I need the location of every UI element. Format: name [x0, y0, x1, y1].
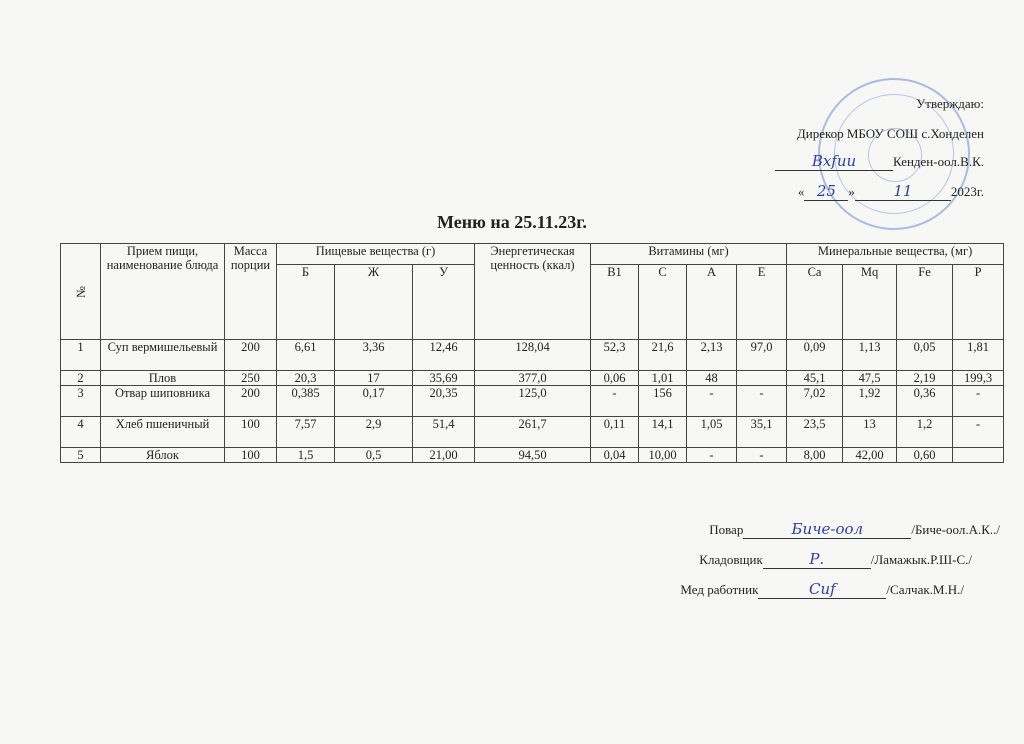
date-month-blank [855, 182, 951, 201]
header-b1: В1 [591, 265, 639, 340]
approval-block [684, 90, 984, 210]
cell-b: 20,3 [277, 371, 335, 386]
cell-num: 3 [61, 386, 101, 417]
approval-date [798, 182, 984, 201]
header-b: Б [277, 265, 335, 340]
cell-num: 1 [61, 340, 101, 371]
cell-ca: 7,02 [787, 386, 843, 417]
cell-b1: - [591, 386, 639, 417]
handwritten-signature: Р. [809, 550, 825, 568]
cell-u: 35,69 [413, 371, 475, 386]
cell-name: Яблок [101, 448, 225, 463]
cell-b: 6,61 [277, 340, 335, 371]
table-row [61, 448, 1004, 463]
cell-p: - [953, 417, 1004, 448]
cell-mq: 42,00 [843, 448, 897, 463]
cell-ca: 23,5 [787, 417, 843, 448]
cell-c: 14,1 [639, 417, 687, 448]
cell-num: 4 [61, 417, 101, 448]
table-row [61, 340, 1004, 371]
signature-blank [758, 580, 886, 599]
cell-mass: 250 [225, 371, 277, 386]
table-row [61, 417, 1004, 448]
cell-mass: 200 [225, 340, 277, 371]
header-u: У [413, 265, 475, 340]
cell-ca: 8,00 [787, 448, 843, 463]
signature-storekeeper [699, 550, 972, 569]
header-num: № [61, 244, 101, 340]
header-a: А [687, 265, 737, 340]
cell-zh: 2,9 [335, 417, 413, 448]
signature-name: /Ламажык.Р.Ш-С./ [870, 552, 972, 567]
header-c: С [639, 265, 687, 340]
cell-a: 1,05 [687, 417, 737, 448]
cell-u: 12,46 [413, 340, 475, 371]
cell-b1: 0,06 [591, 371, 639, 386]
director-signature-line [775, 152, 984, 171]
cell-fe: 1,2 [897, 417, 953, 448]
cell-c: 156 [639, 386, 687, 417]
cell-mass: 100 [225, 417, 277, 448]
cell-zh: 17 [335, 371, 413, 386]
cell-c: 10,00 [639, 448, 687, 463]
cell-zh: 3,36 [335, 340, 413, 371]
cell-fe: 0,36 [897, 386, 953, 417]
cell-p [953, 448, 1004, 463]
header-ca: Са [787, 265, 843, 340]
header-energy: Энергетическая ценность (ккал) [475, 244, 591, 340]
cell-name: Хлеб пшеничный [101, 417, 225, 448]
cell-a: - [687, 448, 737, 463]
page-title: Меню на 25.11.23г. [437, 212, 587, 232]
cell-mass: 200 [225, 386, 277, 417]
date-day-blank [804, 182, 848, 201]
cell-energy: 125,0 [475, 386, 591, 417]
handwritten-signature: Биче-оол [791, 520, 864, 538]
cell-num: 5 [61, 448, 101, 463]
header-minerals: Минеральные вещества, (мг) [787, 244, 1004, 265]
signature-role: Кладовщик [699, 552, 763, 567]
table-row [61, 386, 1004, 417]
cell-u: 51,4 [413, 417, 475, 448]
cell-mq: 13 [843, 417, 897, 448]
table-row [61, 371, 1004, 386]
header-vitamins: Витамины (мг) [591, 244, 787, 265]
cell-p: 199,3 [953, 371, 1004, 386]
cell-c: 1,01 [639, 371, 687, 386]
cell-p: - [953, 386, 1004, 417]
cell-a: 2,13 [687, 340, 737, 371]
cell-b1: 0,04 [591, 448, 639, 463]
header-e: Е [737, 265, 787, 340]
cell-ca: 45,1 [787, 371, 843, 386]
cell-ca: 0,09 [787, 340, 843, 371]
date-close-quote: » [848, 184, 855, 199]
header-meal: Прием пищи, наименование блюда [101, 244, 225, 340]
date-open-quote: « [797, 184, 805, 199]
menu-table [60, 243, 1004, 463]
cell-energy: 261,7 [475, 417, 591, 448]
signature-medic [680, 580, 964, 599]
cell-e: 35,1 [737, 417, 787, 448]
cell-e: - [737, 386, 787, 417]
cell-mq: 47,5 [843, 371, 897, 386]
cell-mass: 100 [225, 448, 277, 463]
header-fe: Fe [897, 265, 953, 340]
handwritten-signature: Сиf [809, 580, 836, 598]
cell-c: 21,6 [639, 340, 687, 371]
cell-mq: 1,13 [843, 340, 897, 371]
cell-b: 0,385 [277, 386, 335, 417]
date-day: 25 [816, 182, 836, 200]
director-name: Кенден-оол.В.К. [893, 154, 984, 169]
signature-cook [709, 520, 1000, 539]
cell-b1: 52,3 [591, 340, 639, 371]
signature-role: Повар [709, 522, 744, 537]
cell-p: 1,81 [953, 340, 1004, 371]
signature-name: /Биче-оол.А.К../ [911, 522, 1000, 537]
approve-label: Утверждаю: [916, 96, 984, 111]
cell-energy: 377,0 [475, 371, 591, 386]
cell-zh: 0,5 [335, 448, 413, 463]
cell-e [737, 371, 787, 386]
cell-a: - [687, 386, 737, 417]
header-mass: Масса порции [225, 244, 277, 340]
director-signature-blank [775, 152, 893, 171]
director-line: Дирекор МБОУ СОШ с.Хонделен [796, 126, 984, 141]
cell-fe: 2,19 [897, 371, 953, 386]
cell-e: 97,0 [737, 340, 787, 371]
signature-blank [743, 520, 911, 539]
cell-num: 2 [61, 371, 101, 386]
cell-energy: 128,04 [475, 340, 591, 371]
header-mq: Mq [843, 265, 897, 340]
cell-fe: 0,60 [897, 448, 953, 463]
signature-blank [763, 550, 871, 569]
header-nutrients: Пищевые вещества (г) [277, 244, 475, 265]
cell-e: - [737, 448, 787, 463]
cell-name: Отвар шиповника [101, 386, 225, 417]
header-row-1 [61, 244, 1004, 265]
cell-u: 20,35 [413, 386, 475, 417]
cell-a: 48 [687, 371, 737, 386]
cell-mq: 1,92 [843, 386, 897, 417]
director-signature: Вхfuu [811, 152, 857, 170]
cell-energy: 94,50 [475, 448, 591, 463]
cell-name: Плов [101, 371, 225, 386]
date-year: 2023г. [950, 184, 984, 199]
signature-role: Мед работник [680, 582, 759, 597]
signature-name: /Салчак.М.Н./ [886, 582, 964, 597]
cell-b: 1,5 [277, 448, 335, 463]
cell-zh: 0,17 [335, 386, 413, 417]
cell-b1: 0,11 [591, 417, 639, 448]
header-p: Р [953, 265, 1004, 340]
cell-name: Суп вермишельевый [101, 340, 225, 371]
date-month: 11 [893, 182, 913, 200]
header-zh: Ж [335, 265, 413, 340]
cell-u: 21,00 [413, 448, 475, 463]
cell-fe: 0,05 [897, 340, 953, 371]
cell-b: 7,57 [277, 417, 335, 448]
